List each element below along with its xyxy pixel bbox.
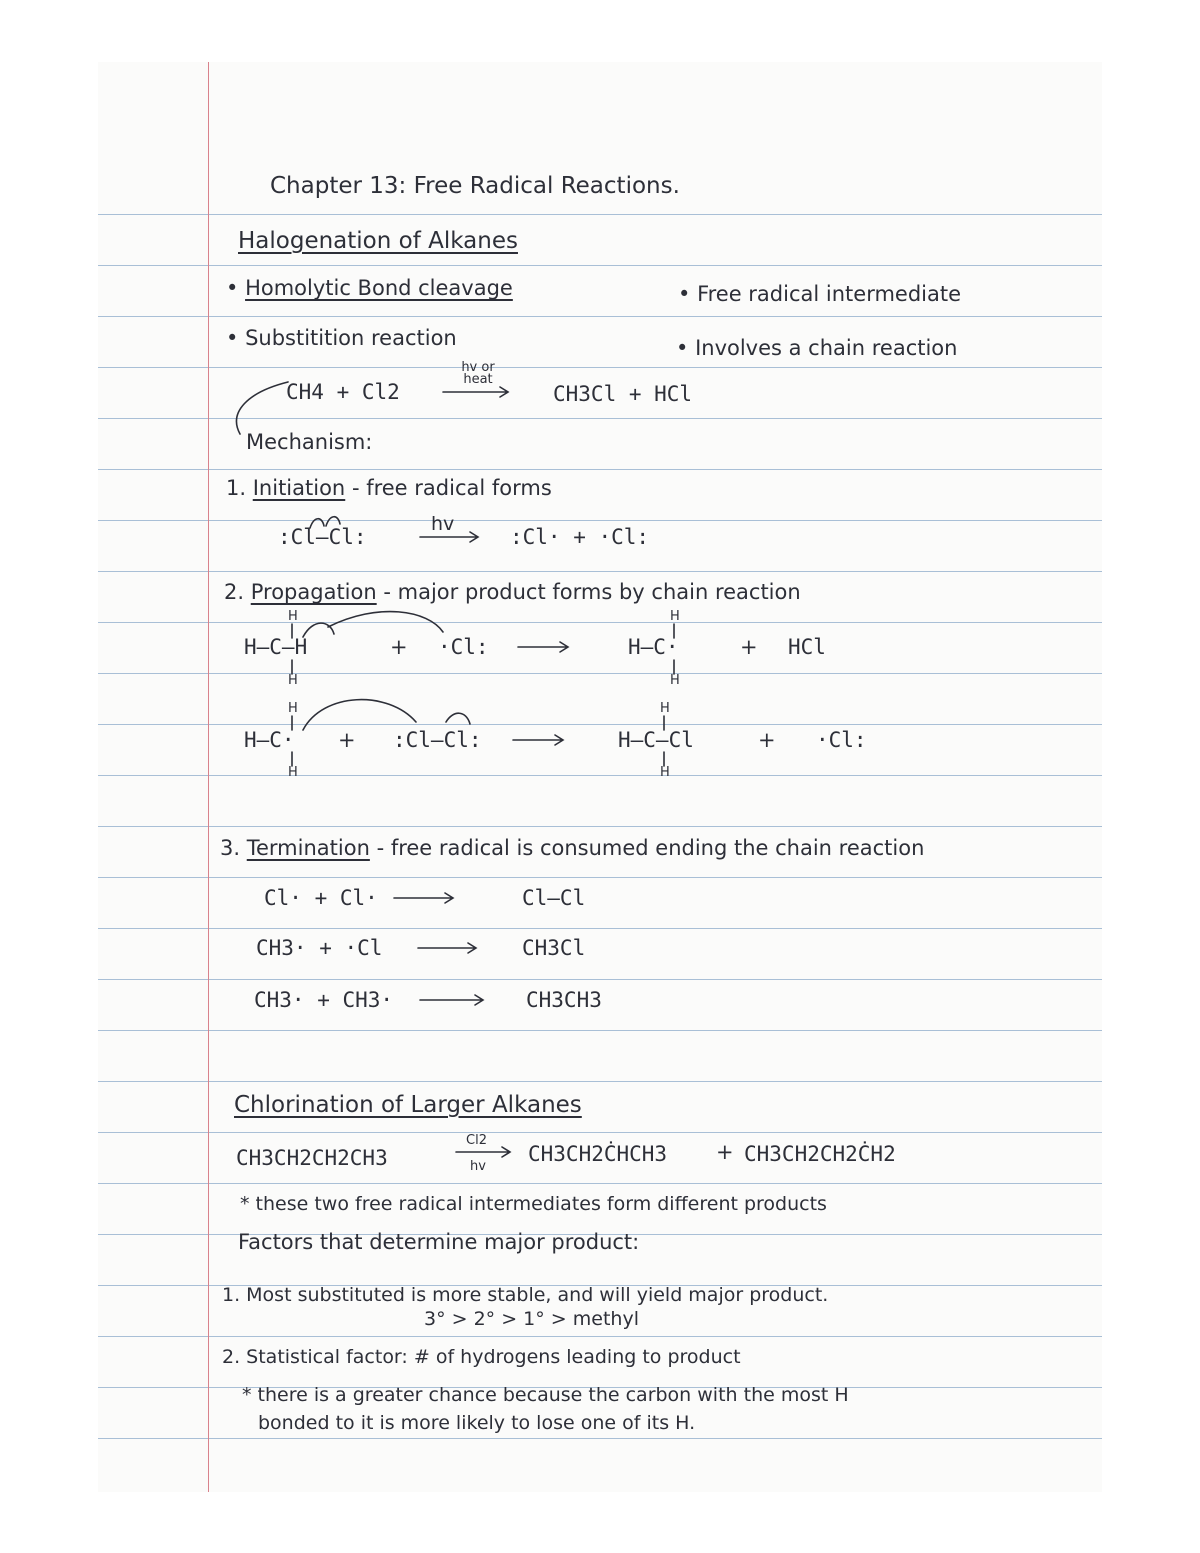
fishhook-arrow: [310, 519, 324, 528]
propagation-arrow: [518, 642, 568, 652]
atom-h: H: [670, 609, 680, 624]
chlorination-product1: CH3CH2ĊHCH3: [528, 1142, 668, 1166]
step-term: Initiation: [252, 476, 346, 500]
atom-h: H: [288, 701, 298, 716]
fishhook-arrow: [303, 623, 334, 637]
chlorination-note: * these two free radical intermediates form different products: [240, 1193, 827, 1215]
prop1-product1: H–C·: [628, 635, 679, 659]
termination-arrow: [420, 995, 483, 1005]
factor-2-note-line2: bonded to it is more likely to lose one of its H.: [258, 1412, 696, 1434]
chlorination-reactant: CH3CH2CH2CH3: [236, 1146, 388, 1170]
bullet-substitution: • Substitition reaction: [226, 326, 457, 350]
bullet-text: Involves a chain reaction: [695, 336, 958, 360]
atom-h: H: [670, 673, 680, 688]
step-number: 3.: [220, 836, 241, 860]
atom-h: H: [288, 673, 298, 688]
initiation-lhs: :Cl–Cl:: [278, 525, 367, 549]
prop2-reactant2: :Cl–Cl:: [393, 728, 482, 752]
fishhook-arrow: [446, 713, 470, 724]
step-term: Propagation: [250, 580, 377, 604]
mechanism-pointer-arrow: [237, 382, 288, 434]
termination-3-lhs: CH3· + CH3·: [254, 988, 394, 1012]
chapter-title: Chapter 13: Free Radical Reactions.: [270, 173, 680, 199]
fishhook-arrow: [303, 700, 416, 730]
step-description: - major product forms by chain reaction: [383, 580, 801, 604]
prop1-reactant2: ·Cl:: [438, 635, 489, 659]
termination-3-rhs: CH3CH3: [526, 988, 602, 1012]
termination-arrow: [418, 943, 476, 953]
factor-1-order: 3° > 2° > 1° > methyl: [424, 1308, 639, 1330]
factor-2-note-line1: * there is a greater chance because the carbon with the most H: [242, 1384, 849, 1406]
chlorination-product2: CH3CH2CH2ĊH2: [744, 1142, 896, 1166]
notebook-page: [98, 62, 1102, 1492]
propagation-arrow: [513, 735, 563, 745]
bullet-text: Substitition reaction: [245, 326, 457, 350]
chlorination-plus: +: [716, 1140, 734, 1164]
prop2-product2: ·Cl:: [816, 728, 867, 752]
bullet-text: Free radical intermediate: [697, 282, 962, 306]
step-number: 2.: [224, 580, 245, 604]
bullet-homolytic: • Homolytic Bond cleavage: [226, 276, 513, 300]
initiation-condition: hv: [431, 513, 455, 535]
fishhook-arrow: [326, 517, 340, 526]
chlorination-condition-bottom: hv: [470, 1159, 486, 1174]
prop2-plus1: +: [338, 728, 356, 752]
prop1-plus1: +: [390, 635, 408, 659]
termination-arrow: [394, 893, 453, 903]
bullet-free-radical: • Free radical intermediate: [678, 282, 962, 306]
prop2-product1: H–C–Cl: [618, 728, 694, 752]
step-description: - free radical forms: [351, 476, 552, 500]
bullet-text: Homolytic Bond cleavage: [245, 276, 513, 300]
initiation-arrow: [420, 532, 478, 542]
factors-heading: Factors that determine major product:: [238, 1230, 640, 1254]
termination-2-lhs: CH3· + ·Cl: [256, 936, 383, 960]
atom-h: H: [288, 765, 298, 780]
bullet-chain: • Involves a chain reaction: [676, 336, 958, 360]
reaction-condition: hv or heat: [461, 360, 495, 387]
atom-h: H: [660, 765, 670, 780]
prop2-reactant1: H–C·: [244, 728, 295, 752]
mechanism-label: Mechanism:: [246, 430, 373, 454]
factor-1: 1. Most substituted is more stable, and will yield major product.: [222, 1284, 829, 1306]
step-description: - free radical is consumed ending the chain reaction: [376, 836, 925, 860]
step-number: 1.: [226, 476, 247, 500]
fishhook-arrow: [328, 612, 443, 632]
section-heading-chlorination: Chlorination of Larger Alkanes: [234, 1092, 582, 1118]
chlorination-condition-top: Cl2: [466, 1133, 487, 1148]
prop1-plus2: +: [740, 635, 758, 659]
atom-h: H: [288, 609, 298, 624]
reaction-arrows: [98, 62, 1102, 1492]
reaction-products: CH3Cl + HCl: [553, 382, 693, 406]
prop1-product2: HCl: [788, 635, 826, 659]
step-term: Termination: [246, 836, 370, 860]
reaction-arrow: [443, 387, 508, 397]
prop2-plus2: +: [758, 728, 776, 752]
initiation-rhs: :Cl· + ·Cl:: [510, 525, 650, 549]
reaction-reactants: CH4 + Cl2: [286, 380, 400, 404]
prop1-reactant1: H–C–H: [244, 635, 308, 659]
termination-1-lhs: Cl· + Cl·: [264, 886, 378, 910]
termination-2-rhs: CH3Cl: [522, 936, 586, 960]
termination-1-rhs: Cl–Cl: [522, 886, 586, 910]
atom-h: H: [660, 701, 670, 716]
chlorination-arrow: [456, 1147, 510, 1157]
section-heading-halogenation: Halogenation of Alkanes: [238, 228, 518, 254]
factor-2: 2. Statistical factor: # of hydrogens leading to product: [222, 1346, 741, 1368]
